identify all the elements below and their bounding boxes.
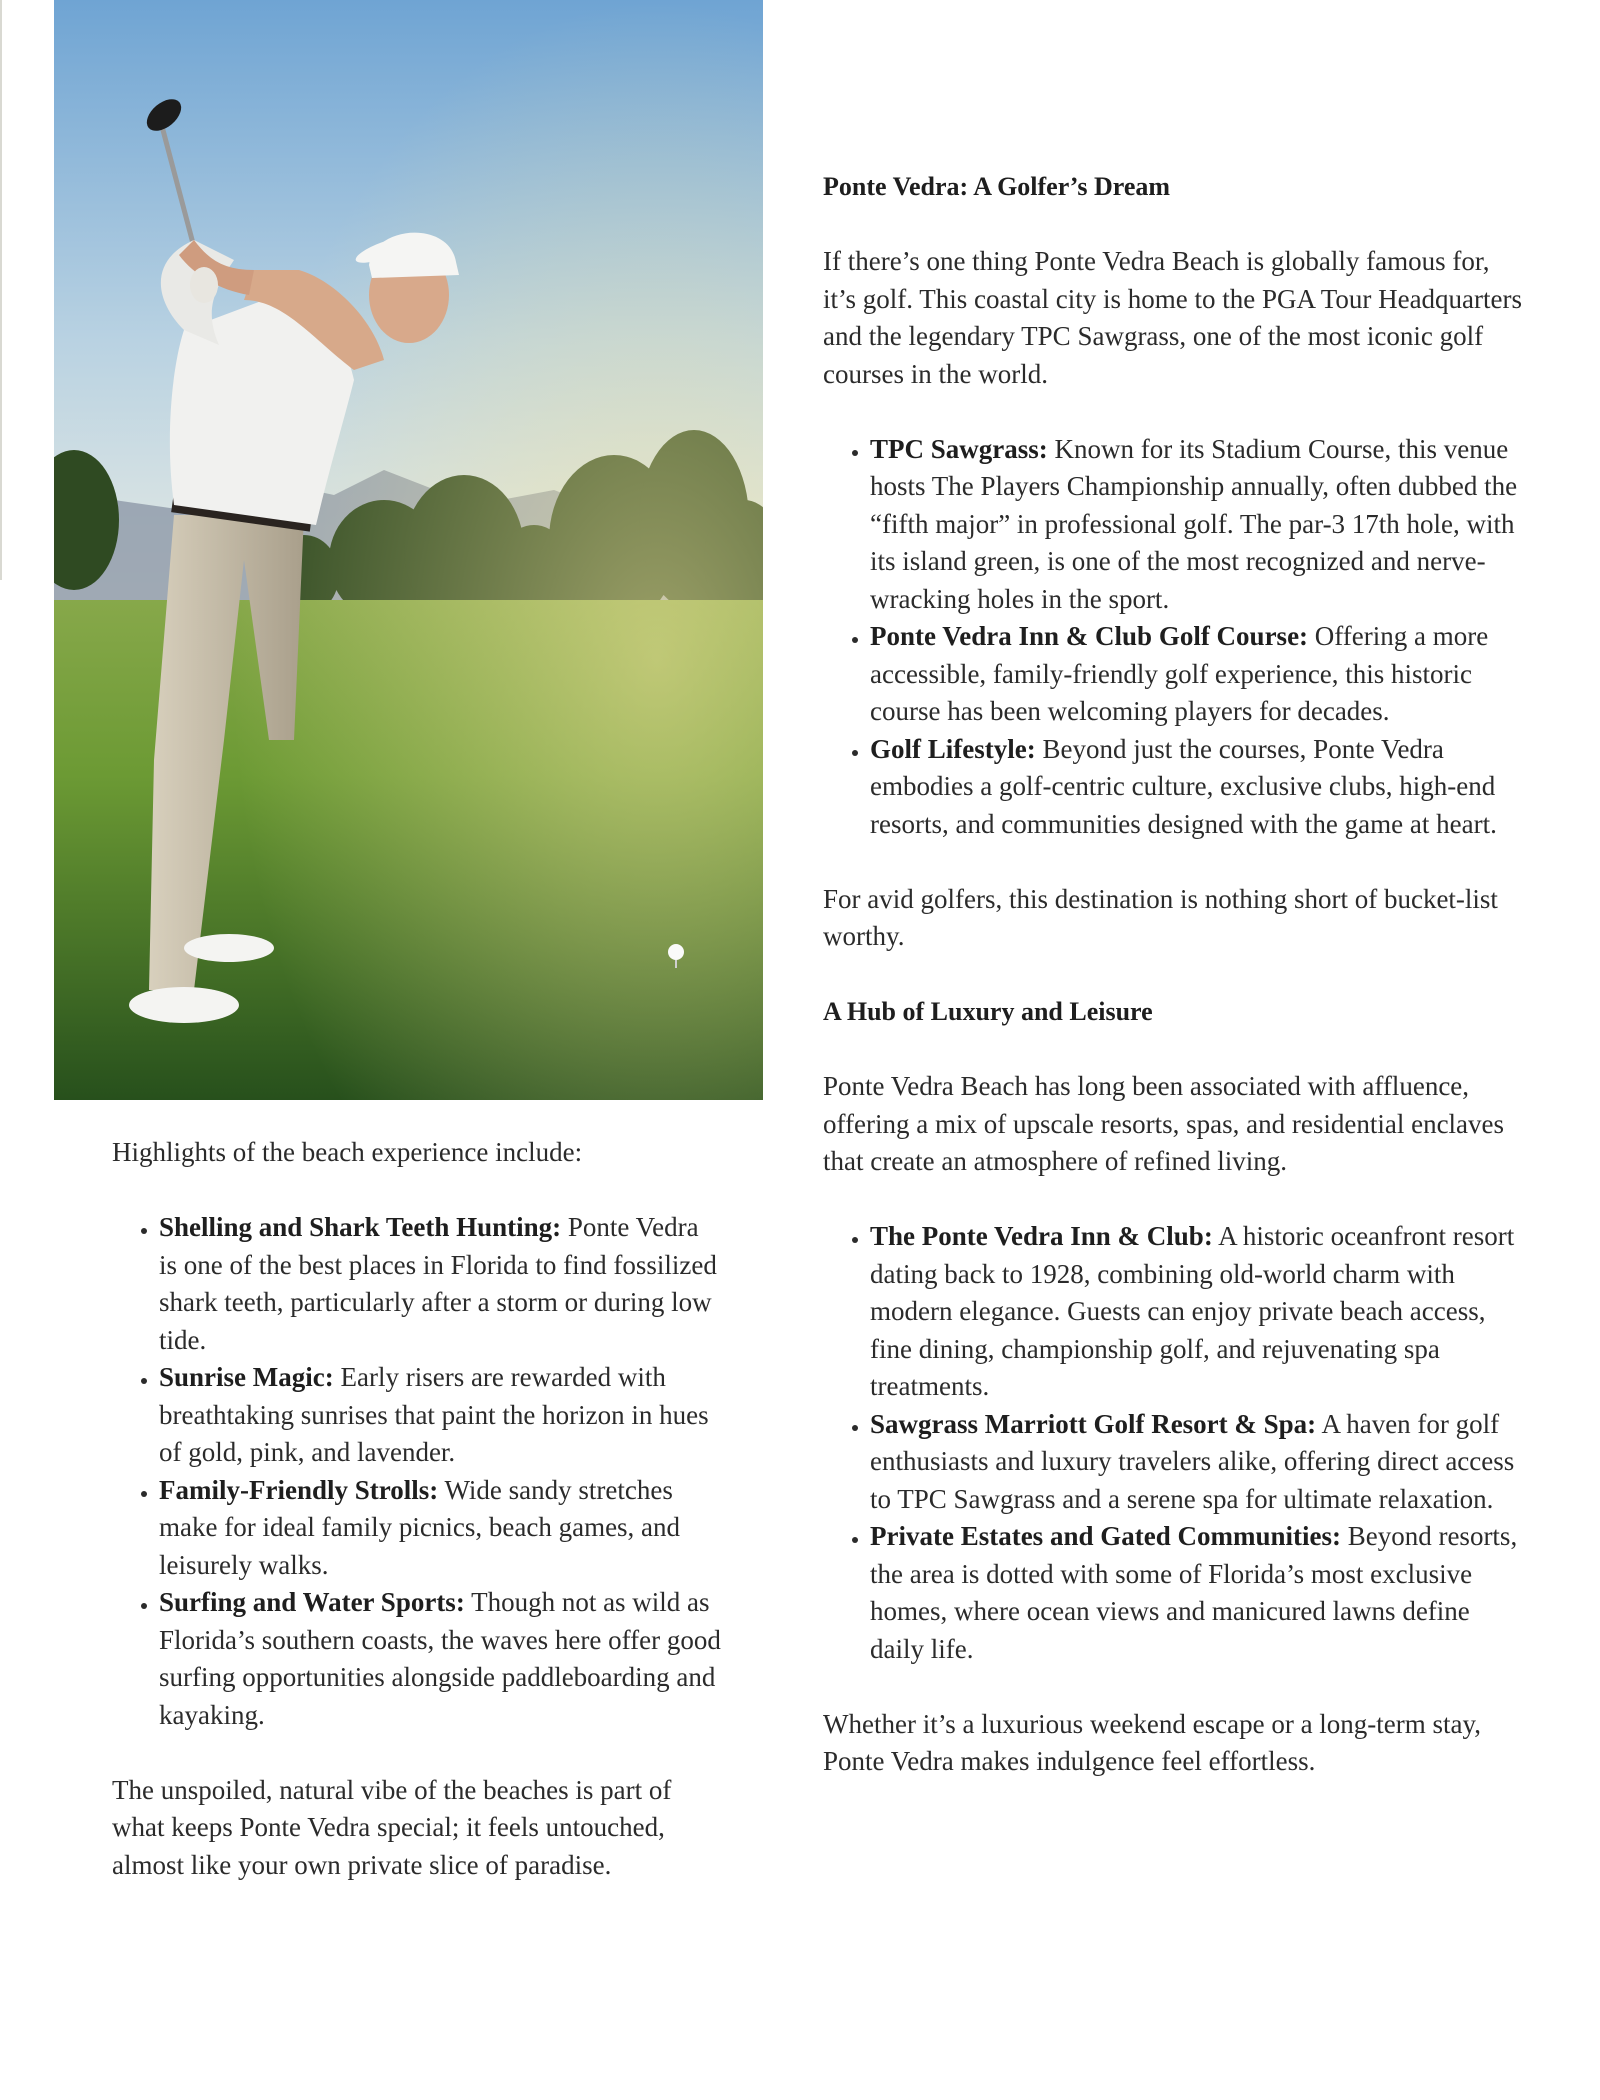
list-item xyxy=(870,618,1523,731)
list-item xyxy=(159,1584,722,1734)
list-item-term: Private Estates and Gated Communities: xyxy=(870,1521,1341,1551)
list-item xyxy=(870,1218,1523,1406)
luxury-section-heading: A Hub of Luxury and Leisure xyxy=(823,997,1153,1026)
list-item-term: TPC Sawgrass: xyxy=(870,433,1048,464)
list-item xyxy=(159,1472,722,1585)
list-item-text: Beyond resorts, the area is dotted with some of Florida’s most exclusive homes, where ocean views and manicured lawns define daily life. xyxy=(870,1521,1518,1664)
luxury-list xyxy=(823,1218,1523,1668)
list-item-text: A historic oceanfront resort dating back to 1928, combining old-world charm with modern elegance. Guests can enjoy private beach access, fine dining, championship golf, and rejuvenating spa treatments. xyxy=(870,1221,1515,1401)
page-edge-line xyxy=(0,0,2,580)
beach-list xyxy=(112,1209,722,1734)
list-item xyxy=(159,1209,722,1359)
list-item xyxy=(870,1406,1523,1519)
list-item-text: Known for its Stadium Course, this venue hosts The Players Championship annually, often dubbed the “fifth major” in professional golf. The par-3 17th hole, with its island green, is one of the most recognized and nerve-wracking holes in the sport. xyxy=(870,433,1518,614)
list-item-term: Surfing and Water Sports: xyxy=(159,1587,465,1617)
luxury-outro-paragraph: Whether it’s a luxurious weekend escape or a long-term stay, Ponte Vedra makes indulgence feel effortless. xyxy=(823,1708,1482,1776)
list-item-text: Early risers are rewarded with breathtaking sunrises that paint the horizon in hues of gold, pink, and lavender. xyxy=(159,1362,709,1467)
luxury-intro-paragraph: Ponte Vedra Beach has long been associated with affluence, offering a mix of upscale resorts, spas, and residential enclaves that create an atmosphere of refined living. xyxy=(823,1071,1505,1176)
golfer-illustration xyxy=(54,0,763,1100)
beach-outro-paragraph: The unspoiled, natural vibe of the beaches is part of what keeps Ponte Vedra special; it feels untouched, almost like your own private slice of paradise. xyxy=(112,1774,672,1880)
list-item xyxy=(870,1518,1523,1668)
golf-section-heading: Ponte Vedra: A Golfer’s Dream xyxy=(823,172,1171,201)
list-item-term: Sunrise Magic: xyxy=(159,1362,334,1392)
golf-ball xyxy=(668,944,684,960)
golf-outro-paragraph: For avid golfers, this destination is nothing short of bucket-list worthy. xyxy=(823,883,1498,951)
list-item-text: Ponte Vedra is one of the best places in Florida to find fossilized shark teeth, particularly after a storm or during low tide. xyxy=(159,1212,717,1355)
left-column xyxy=(112,1134,722,1884)
list-item-term: Shelling and Shark Teeth Hunting: xyxy=(159,1212,562,1242)
list-item-term: Ponte Vedra Inn & Club Golf Course: xyxy=(870,621,1309,651)
list-item-text: Offering a more accessible, family-friendly golf experience, this historic course has been welcoming players for decades. xyxy=(870,621,1489,726)
golf-intro-paragraph: If there’s one thing Ponte Vedra Beach is globally famous for, it’s golf. This coastal city is home to the PGA Tour Headquarters and the legendary TPC Sawgrass, one of the most iconic golf courses in the world. xyxy=(823,246,1523,389)
list-item xyxy=(870,431,1523,619)
list-item-text: Wide sandy stretches make for ideal family picnics, beach games, and leisurely walks. xyxy=(159,1474,681,1580)
list-item xyxy=(870,731,1523,844)
right-column xyxy=(823,168,1523,1781)
list-item-term: Sawgrass Marriott Golf Resort & Spa: xyxy=(870,1408,1317,1439)
list-item-term: The Ponte Vedra Inn & Club: xyxy=(870,1221,1213,1251)
list-item xyxy=(159,1359,722,1472)
list-item-text: Beyond just the courses, Ponte Vedra embodies a golf-centric culture, exclusive clubs, high-end resorts, and communities designed with the game at heart. xyxy=(870,733,1497,839)
list-item-text: Though not as wild as Florida’s southern coasts, the waves here offer good surfing opportunities alongside paddleboarding and kayaking. xyxy=(159,1587,721,1730)
golfer-photo xyxy=(54,0,763,1100)
list-item-term: Family-Friendly Strolls: xyxy=(159,1474,439,1505)
list-item-term: Golf Lifestyle: xyxy=(870,733,1036,764)
beach-intro-paragraph: Highlights of the beach experience include: xyxy=(112,1137,583,1167)
list-item-text: A haven for golf enthusiasts and luxury travelers alike, offering direct access to TPC Sawgrass and a serene spa for ultimate relaxation. xyxy=(870,1408,1515,1514)
golf-list xyxy=(823,431,1523,844)
